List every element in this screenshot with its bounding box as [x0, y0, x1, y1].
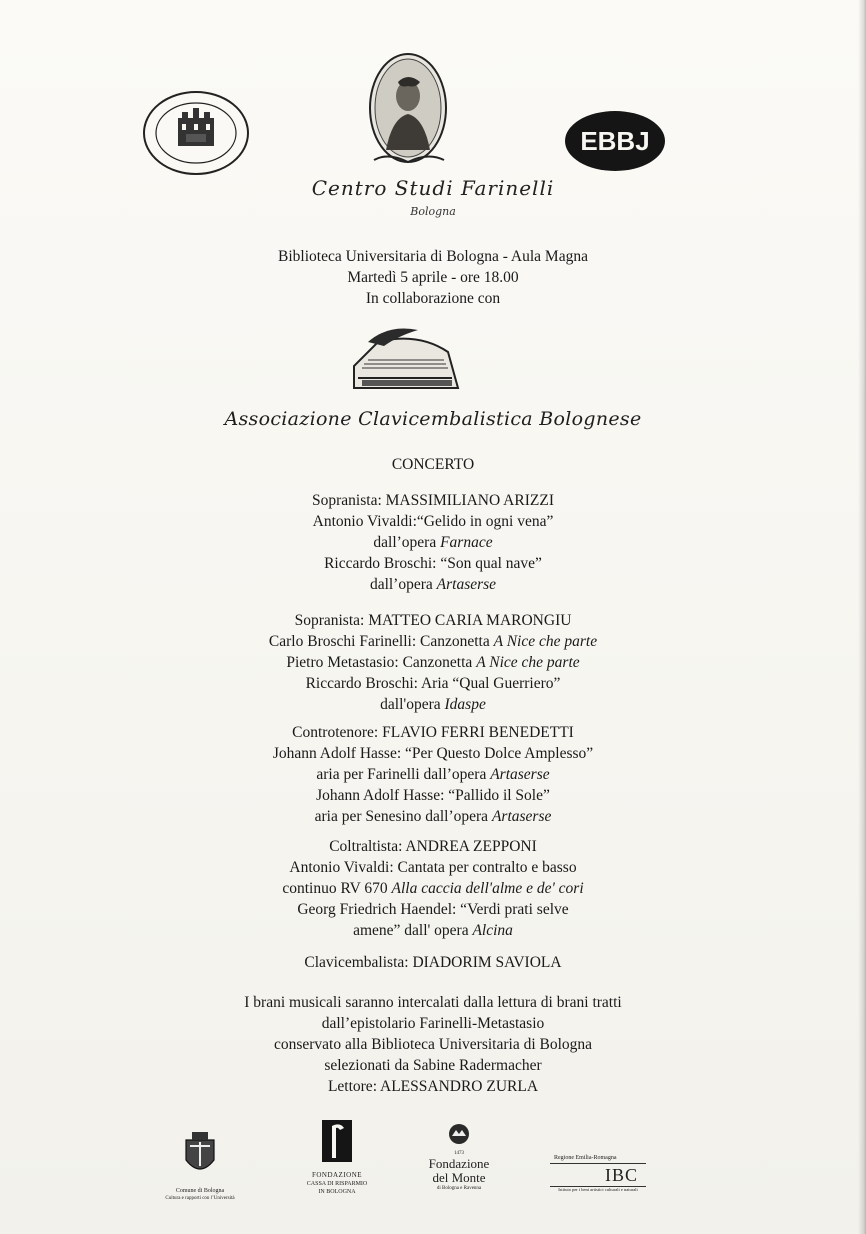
program-line: Sopranista: MASSIMILIANO ARIZZI: [312, 492, 554, 509]
program-line: Antonio Vivaldi: Cantata per contralto e basso: [289, 859, 577, 876]
note-line: dall’epistolario Farinelli-Metastasio: [321, 1015, 545, 1032]
carisbo-line1: FONDAZIONE: [311, 1171, 363, 1179]
ibc-region: Regione Emilia-Romagna: [550, 1154, 646, 1164]
line-prefix: amene” dall' opera: [353, 922, 473, 939]
carisbo-line3: IN BOLOGNA: [318, 1189, 356, 1195]
program-block-benedetti: [0, 722, 866, 827]
line-prefix: dall’opera: [373, 534, 441, 551]
concert-heading-text: CONCERTO: [391, 456, 475, 473]
line-prefix: aria per Senesino dall’opera: [314, 808, 492, 825]
program-block-zepponi: [0, 836, 866, 941]
monte-line3: di Bologna e Ravenna: [436, 1186, 482, 1191]
sponsor-ibc: [550, 1154, 646, 1202]
ibc-tagline: Istituto per i beni artistici culturali e naturali: [550, 1186, 646, 1193]
work-title: A Nice che parte: [493, 633, 598, 650]
svg-text:EBBJ: EBBJ: [580, 126, 650, 156]
opera-title: Farnace: [440, 534, 493, 551]
program-line: Sopranista: MATTEO CARIA MARONGIU: [294, 612, 572, 629]
monte-line1: Fondazione: [428, 1156, 490, 1171]
university-seal-logo: [140, 90, 252, 176]
farinelli-portrait-logo: [368, 52, 448, 170]
program-block-marongiu: [0, 610, 866, 715]
association-name: Associazione Clavicembalistica Bolognese: [224, 408, 642, 430]
program-line: [0, 532, 866, 553]
program-line: Riccardo Broschi: Aria “Qual Guerriero”: [305, 675, 561, 692]
program-line: [0, 652, 866, 673]
ibc-logo-text: IBC: [604, 1165, 638, 1185]
comune-line1: Comune di Bologna: [175, 1188, 225, 1194]
centro-studi-subtitle: Bologna: [410, 205, 456, 218]
line-prefix: Pietro Metastasio: Canzonetta: [286, 654, 477, 671]
line-prefix: dall'opera: [380, 696, 445, 713]
note-line: I brani musicali saranno intercalati dalla lettura di brani tratti: [244, 994, 622, 1011]
carisbo-line2: CASSA DI RISPARMIO: [306, 1181, 368, 1187]
sponsor-comune-bologna: [162, 1130, 238, 1202]
harpsichord-emblem-logo: [348, 322, 464, 394]
opera-title: Artaserse: [490, 766, 550, 783]
program-line: Controtenore: FLAVIO FERRI BENEDETTI: [292, 724, 574, 741]
line-prefix: dall’opera: [369, 576, 437, 593]
program-line: [0, 694, 866, 715]
note-line: conservato alla Biblioteca Universitaria di Bologna: [273, 1036, 593, 1053]
venue-info: [0, 246, 866, 309]
program-line: Johann Adolf Hasse: “Pallido il Sole”: [316, 787, 550, 804]
program-line: Georg Friedrich Haendel: “Verdi prati selve: [297, 901, 569, 918]
program-line: Johann Adolf Hasse: “Per Questo Dolce Amplesso”: [272, 745, 594, 762]
centro-studi-title: Centro Studi Farinelli: [311, 176, 555, 200]
comune-line2: Cultura e rapporti con l’Università: [165, 1196, 235, 1201]
program-line: Riccardo Broschi: “Son qual nave”: [324, 555, 542, 572]
carisbo-emblem-icon: [296, 1118, 378, 1164]
line-prefix: continuo RV 670: [282, 880, 392, 897]
collaboration-line: In collaborazione con: [365, 290, 501, 307]
concert-heading: [0, 454, 866, 475]
line-prefix: Carlo Broschi Farinelli: Canzonetta: [268, 633, 494, 650]
work-title: A Nice che parte: [476, 654, 580, 671]
program-line: [0, 806, 866, 827]
sponsor-fondazione-carisbo: [296, 1118, 378, 1198]
opera-title: Alcina: [472, 922, 513, 939]
ebbj-logo: [564, 110, 666, 172]
work-title: Alla caccia dell'alme e de' cori: [391, 880, 584, 897]
program-line: [0, 920, 866, 941]
program-line: [0, 878, 866, 899]
note-line: selezionati da Sabine Radermacher: [324, 1057, 542, 1074]
monte-emblem-icon: [424, 1122, 494, 1146]
monte-year: 1473: [454, 1151, 464, 1156]
program-line: [0, 764, 866, 785]
venue-line: Biblioteca Universitaria di Bologna - Aula Magna: [278, 248, 588, 265]
program-line: [0, 631, 866, 652]
program-line: Coltraltista: ANDREA ZEPPONI: [329, 838, 537, 855]
program-block-arizzi: [0, 490, 866, 595]
date-line: Martedì 5 aprile - ore 18.00: [347, 269, 519, 286]
reading-note: [0, 992, 866, 1097]
program-line: Antonio Vivaldi:“Gelido in ogni vena”: [312, 513, 554, 530]
opera-title: Artaserse: [436, 576, 497, 593]
monte-line2: del Monte: [432, 1170, 486, 1185]
opera-title: Idaspe: [444, 696, 486, 713]
program-line: [0, 574, 866, 595]
line-prefix: aria per Farinelli dall’opera: [316, 766, 491, 783]
sponsor-fondazione-monte: [424, 1122, 494, 1198]
opera-title: Artaserse: [491, 808, 552, 825]
program-block-harpsichordist: [0, 952, 866, 973]
program-line: Clavicembalista: DIADORIM SAVIOLA: [304, 954, 562, 971]
note-line: Lettore: ALESSANDRO ZURLA: [327, 1078, 539, 1095]
coat-of-arms-icon: [162, 1130, 238, 1182]
